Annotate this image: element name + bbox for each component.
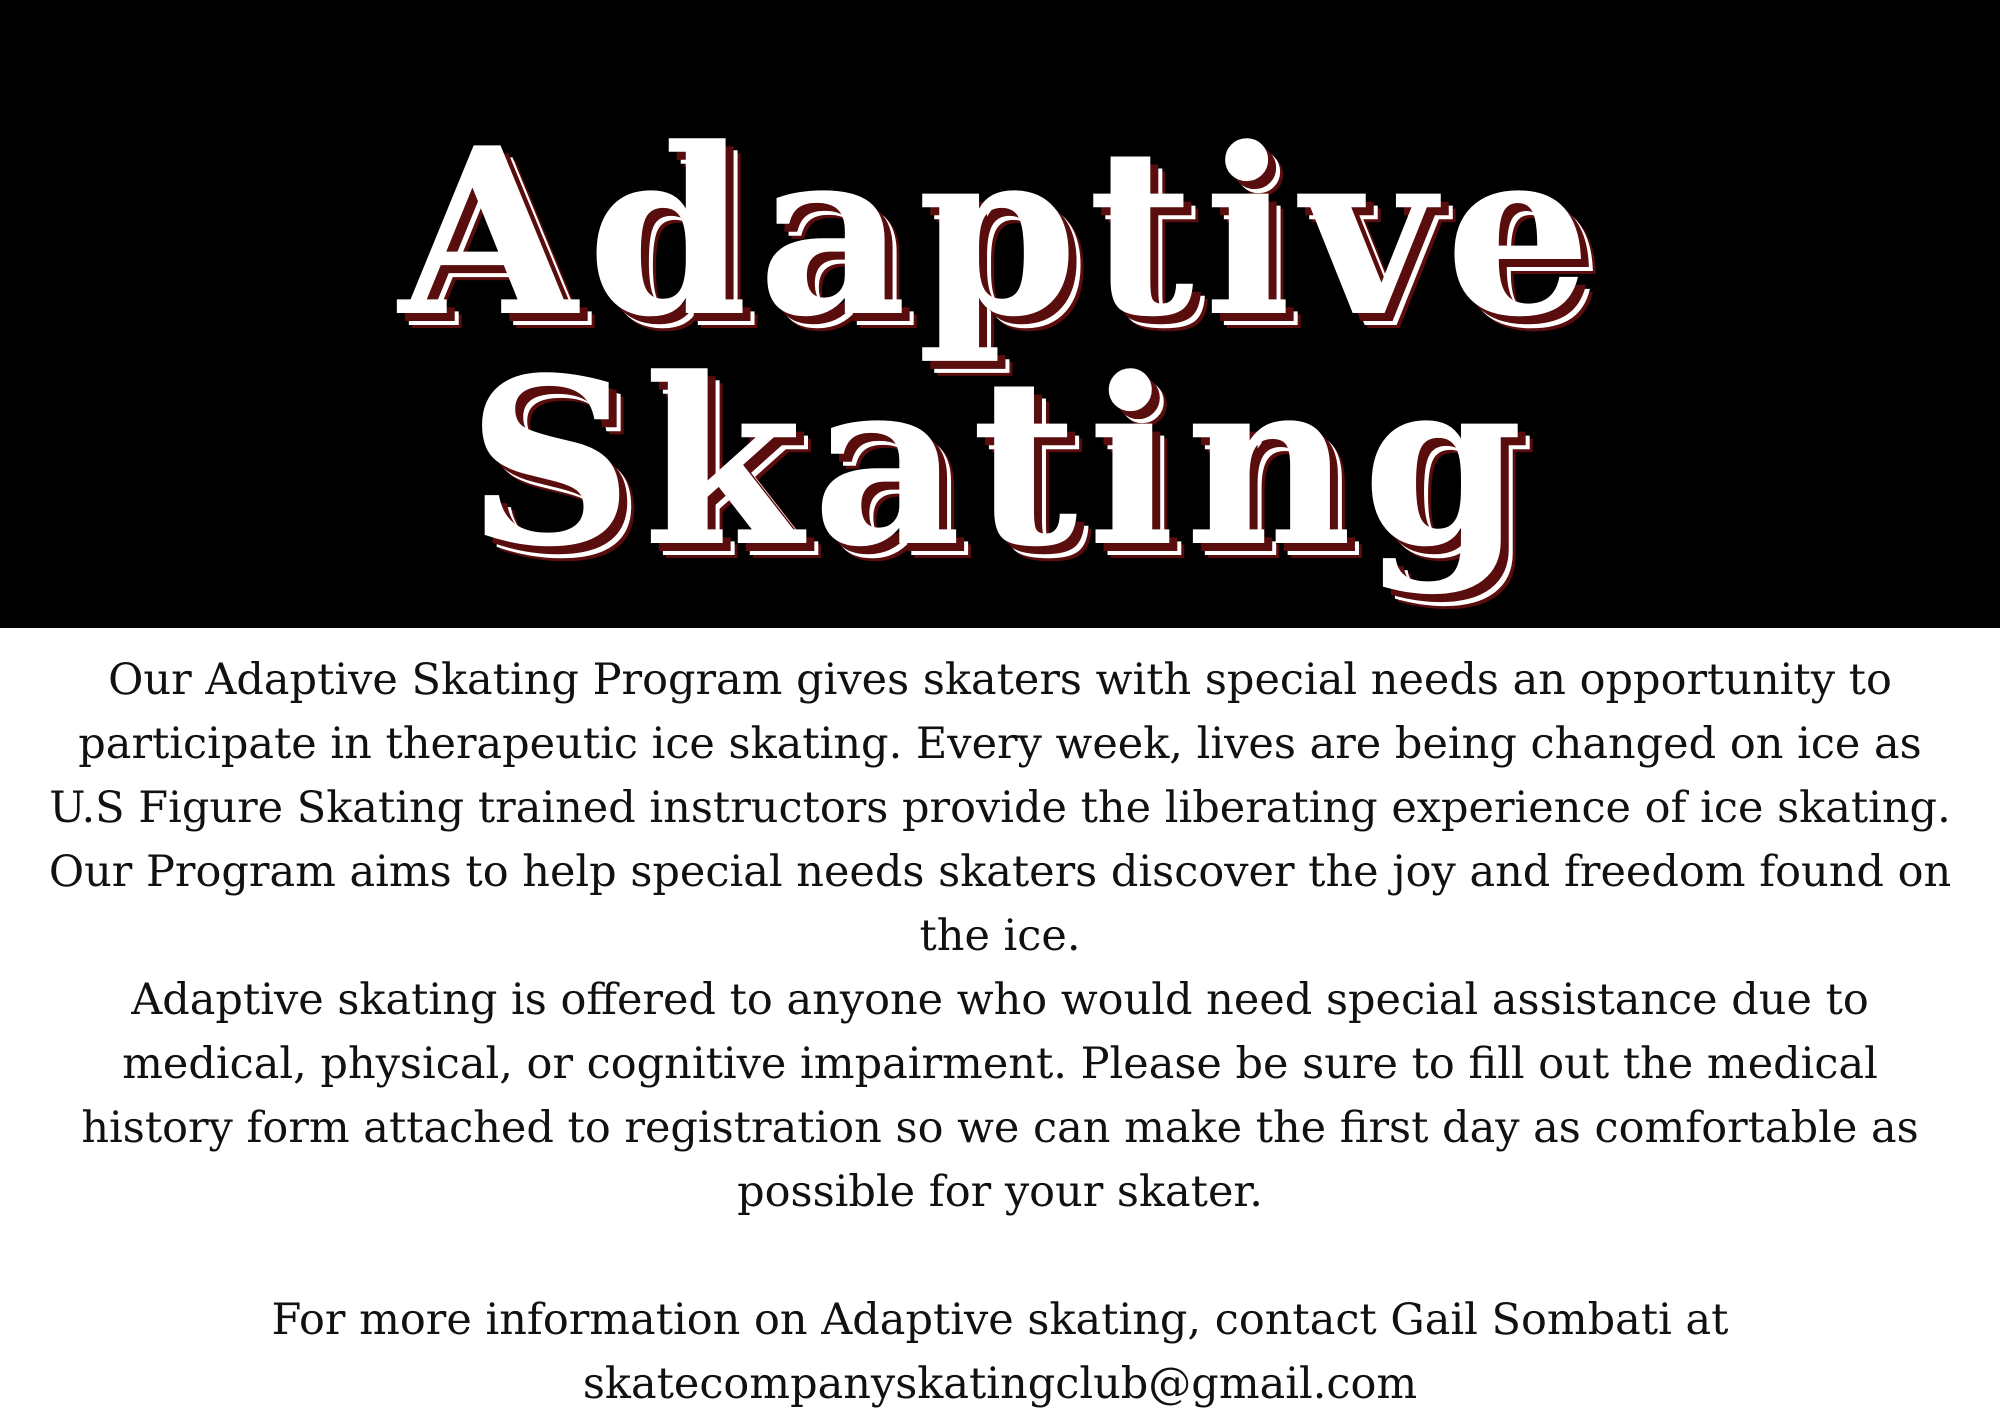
paragraph-spacer	[40, 1224, 1960, 1288]
title-line-skating: Skating	[466, 328, 1534, 598]
program-intro-paragraph: Our Adaptive Skating Program gives skaters with special needs an opportunity to participate in therapeutic ice skating. Every week, lives are being changed on ice as U.S Figure Skating trained instructors provide the liberating experience of ice skating. Our Program aims to help special needs skaters discover the joy and freedom found on the ice.	[48, 655, 1952, 961]
title-banner	[0, 0, 2000, 628]
contact-line: For more information on Adaptive skating, contact Gail Sombati at	[271, 1295, 1729, 1345]
program-description	[40, 648, 1960, 1416]
eligibility-paragraph: Adaptive skating is offered to anyone who would need special assistance due to medical, physical, or cognitive impairment. Please be sure to fill out the medical history form attached to registration so we can make the first day as comfortable as possible for your skater.	[81, 975, 1919, 1217]
contact-email: skatecompanyskatingclub@gmail.com	[582, 1359, 1418, 1409]
title-line-adaptive: Adaptive	[398, 98, 1602, 368]
